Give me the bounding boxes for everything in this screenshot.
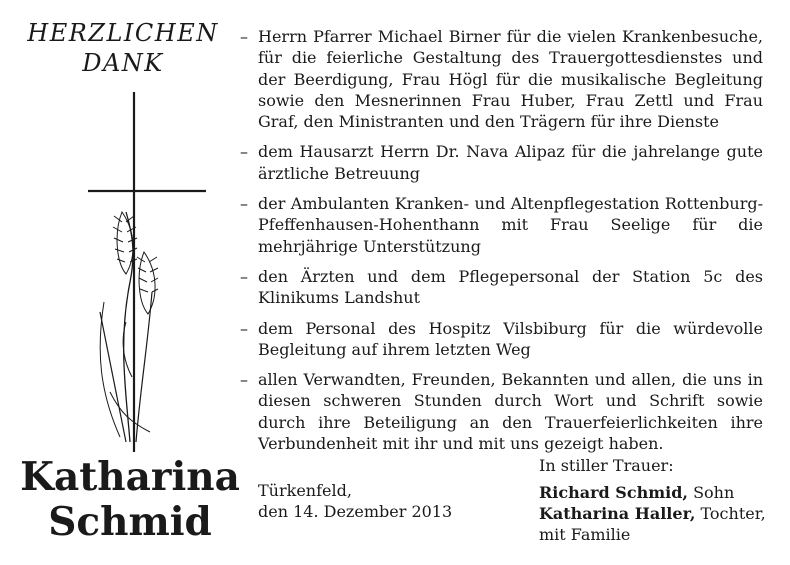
mourner-family: mit Familie: [539, 525, 631, 544]
dash: –: [240, 370, 248, 390]
thanks-item: [240, 266, 763, 309]
mourner-row: [539, 503, 766, 524]
mourners-intro: In stiller Trauer:: [539, 456, 674, 475]
mourner-relation: Sohn: [688, 483, 735, 502]
place-city: Türkenfeld,: [258, 481, 352, 500]
thanks-text: den Ärzten und dem Pflegepersonal der Station 5c des Klinikums Landshut: [258, 266, 763, 308]
cross-with-wheat-icon: [60, 92, 220, 452]
mourners-block: [539, 455, 766, 545]
thanks-item: [240, 369, 763, 454]
dash: –: [240, 318, 248, 338]
deceased-name: [20, 455, 240, 545]
thanks-list: [240, 26, 763, 463]
dash: –: [240, 194, 248, 214]
heading: [18, 18, 228, 78]
thanks-item: [240, 26, 763, 132]
thanks-text: allen Verwandten, Freunden, Bekannten und allen, die uns in diesen schweren Stunden durch Wort und Schrift sowie durch ihre Beteiligung an den Trauerfeierlichkeiten ihre Verbundenheit mit ihr und mit uns gezeigt haben.: [258, 370, 763, 454]
heading-line-1: HERZLICHEN: [27, 19, 219, 47]
thanks-text: dem Personal des Hospitz Vilsbiburg für die würdevolle Begleitung auf ihrem letzten Weg: [258, 318, 763, 359]
thanks-item: [240, 318, 763, 361]
thanks-item: [240, 141, 763, 184]
thanks-text: dem Hausarzt Herrn Dr. Nava Alipaz für die jahrelange gute ärztliche Betreuung: [258, 142, 763, 183]
thanks-text: der Ambulanten Kranken- und Altenpflegestation Rottenburg-Pfeffenhausen-Hohenthann mit Frau Seelige für die mehrjährige Unterstützung: [258, 194, 763, 256]
thanks-item: [240, 193, 763, 257]
place-and-date: [258, 480, 452, 522]
thanks-text: Herrn Pfarrer Michael Birner für die vielen Krankenbesuche, für die feierliche Gestaltung des Trauergottesdienstes und der Beerdigung, Frau Högl für die musikalische Begleitung sowie den Mesnerinnen Frau Huber, Frau Zettl und Frau Graf, den Ministranten und den Trägern für ihre Dienste: [258, 27, 763, 132]
place-date: den 14. Dezember 2013: [258, 502, 453, 521]
dash: –: [240, 27, 248, 46]
deceased-last-name: Schmid: [48, 499, 212, 545]
mourner-name: Katharina Haller,: [539, 504, 696, 523]
deceased-first-name: Katharina: [20, 454, 240, 500]
mourner-relation: Tochter,: [695, 504, 766, 523]
heading-line-2: DANK: [82, 49, 164, 77]
dash: –: [240, 266, 248, 286]
dash: –: [240, 142, 248, 162]
mourner-name: Richard Schmid,: [539, 483, 688, 502]
mourner-row: [539, 482, 766, 503]
